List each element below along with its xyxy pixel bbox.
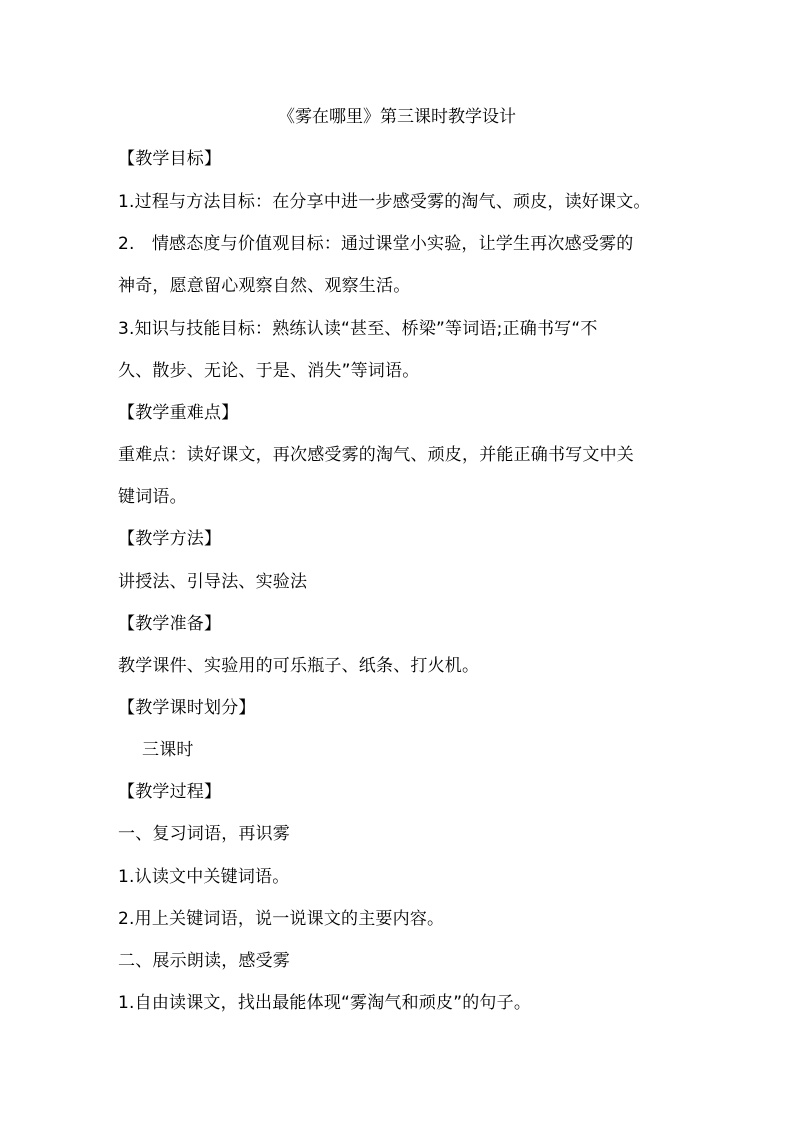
- heading-class-hours: 【教学课时划分】: [118, 698, 256, 718]
- document-title: 《雾在哪里》第三课时教学设计: [278, 107, 516, 127]
- objective-process-method: 1.过程与方法目标：在分享中进一步感受雾的淘气、顽皮，读好课文。: [118, 192, 651, 212]
- heading-key-difficult-points: 【教学重难点】: [118, 403, 239, 423]
- key-difficult-points-text-cont: 键词语。: [118, 487, 187, 507]
- section-two-item-1: 1.自由读课文，找出最能体现“雾淘气和顽皮”的句子。: [118, 993, 532, 1013]
- heading-teaching-methods: 【教学方法】: [118, 529, 222, 549]
- key-difficult-points-text: 重难点：读好课文，再次感受雾的淘气、顽皮，并能正确书写文中关: [118, 445, 634, 465]
- objective-emotion-attitude: 2. 情感态度与价值观目标：通过课堂小实验，让学生再次感受雾的: [118, 234, 634, 254]
- section-one-item-1: 1.认读文中关键词语。: [118, 867, 290, 887]
- objective-emotion-attitude-cont: 神奇，愿意留心观察自然、观察生活。: [118, 276, 411, 296]
- teaching-preparation-text: 教学课件、实验用的可乐瓶子、纸条、打火机。: [118, 656, 480, 676]
- teaching-methods-text: 讲授法、引导法、实验法: [118, 572, 308, 592]
- class-hours-text: 三课时: [142, 740, 194, 760]
- objective-knowledge-skill: 3.知识与技能目标：熟练认读“甚至、桥梁”等词语;正确书写“不: [118, 319, 598, 339]
- objective-knowledge-skill-cont: 久、散步、无论、于是、消失”等词语。: [118, 361, 420, 381]
- heading-teaching-process: 【教学过程】: [118, 782, 222, 802]
- heading-teaching-objectives: 【教学目标】: [118, 149, 222, 169]
- section-one-item-2: 2.用上关键词语，说一说课文的主要内容。: [118, 909, 445, 929]
- section-one-heading: 一、复习词语，再识雾: [118, 824, 290, 844]
- section-two-heading: 二、展示朗读，感受雾: [118, 951, 290, 971]
- heading-teaching-preparation: 【教学准备】: [118, 614, 222, 634]
